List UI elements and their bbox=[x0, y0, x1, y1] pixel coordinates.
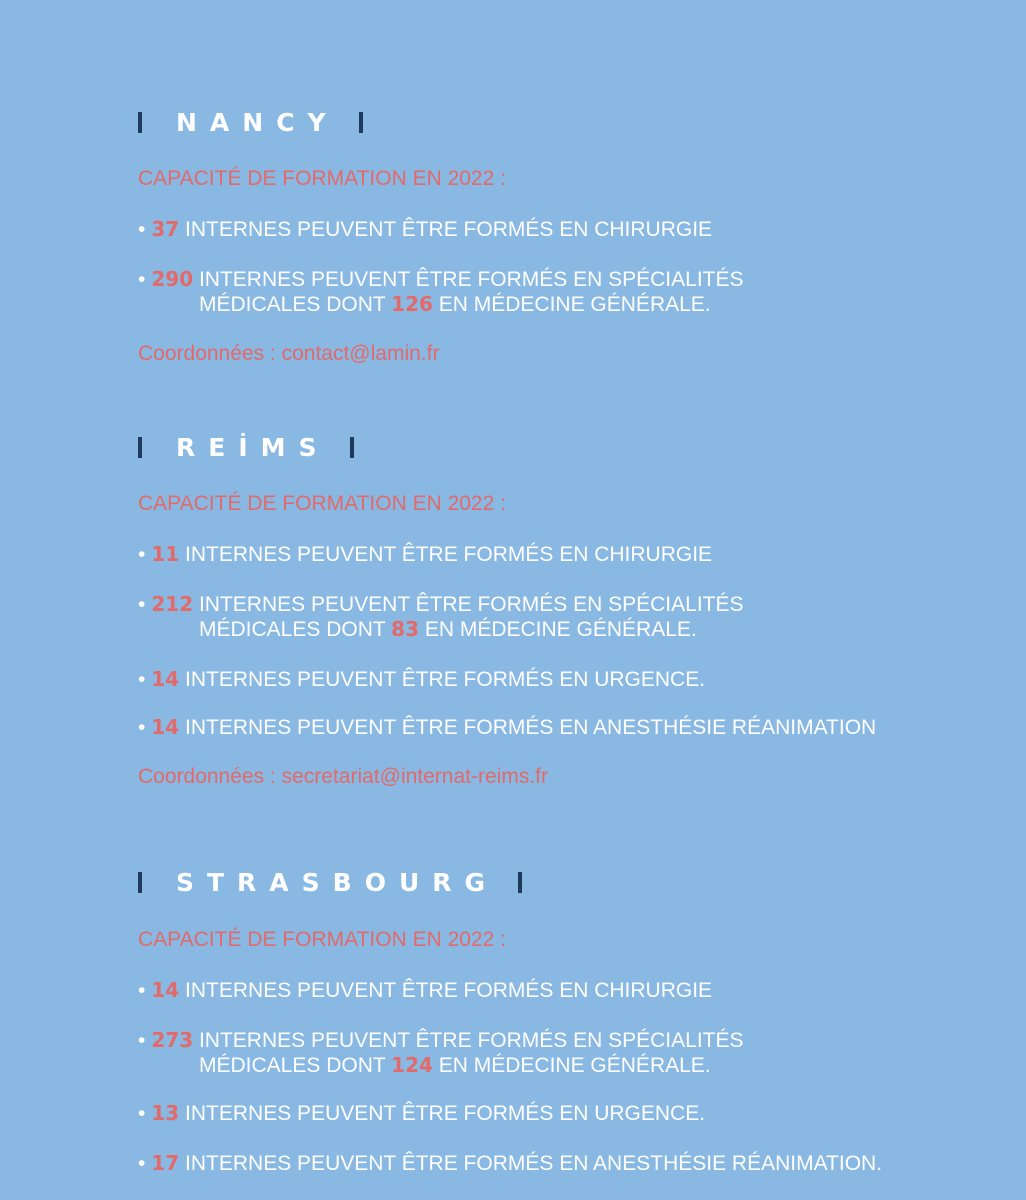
bullet: • bbox=[138, 268, 146, 291]
bullet: • bbox=[138, 979, 146, 1002]
item-text: INTERNES PEUVENT ÊTRE FORMÉS EN CHIRURGIE bbox=[179, 979, 713, 1002]
heading-bar-left bbox=[138, 437, 142, 458]
capacity-label: CAPACITÉ DE FORMATION EN 2022 : bbox=[138, 492, 506, 515]
item-text: INTERNES PEUVENT ÊTRE FORMÉS EN URGENCE. bbox=[179, 1102, 706, 1125]
item-text: INTERNES PEUVENT ÊTRE FORMÉS EN SPÉCIALITÉS bbox=[193, 1029, 744, 1052]
count: 14 bbox=[151, 715, 180, 739]
contact-text: Coordonnées : contact@lamin.fr bbox=[138, 342, 440, 365]
item-text-line2 bbox=[138, 617, 744, 642]
bullet: • bbox=[138, 1152, 146, 1175]
list-item bbox=[138, 592, 744, 642]
item-text: EN MÉDECINE GÉNÉRALE. bbox=[432, 1054, 711, 1077]
heading-bar-right bbox=[350, 437, 354, 458]
item-text-line2 bbox=[138, 292, 744, 317]
heading-bar-right bbox=[359, 112, 363, 133]
bullet: • bbox=[138, 1029, 146, 1052]
item-text: INTERNES PEUVENT ÊTRE FORMÉS EN ANESTHÉSIE RÉANIMATION bbox=[179, 716, 877, 739]
list-item bbox=[138, 667, 705, 692]
capacity-label: CAPACITÉ DE FORMATION EN 2022 : bbox=[138, 928, 506, 951]
bullet: • bbox=[138, 716, 146, 739]
bullet: • bbox=[138, 218, 146, 241]
count: 14 bbox=[151, 978, 180, 1002]
heading-bar-right bbox=[518, 872, 522, 893]
bullet: • bbox=[138, 1102, 146, 1125]
item-text: MÉDICALES DONT bbox=[199, 293, 392, 316]
list-item bbox=[138, 217, 712, 242]
capacity-label: CAPACITÉ DE FORMATION EN 2022 : bbox=[138, 167, 506, 190]
list-item bbox=[138, 542, 712, 567]
item-text: INTERNES PEUVENT ÊTRE FORMÉS EN SPÉCIALITÉS bbox=[193, 268, 744, 291]
list-item bbox=[138, 1151, 882, 1176]
list-item bbox=[138, 1101, 705, 1126]
item-text: MÉDICALES DONT bbox=[199, 618, 392, 641]
bullet: • bbox=[138, 593, 146, 616]
count: 17 bbox=[151, 1151, 180, 1175]
bullet: • bbox=[138, 543, 146, 566]
city-heading-strasbourg bbox=[138, 865, 522, 899]
bullet: • bbox=[138, 668, 146, 691]
list-item bbox=[138, 1028, 744, 1078]
count: 14 bbox=[151, 667, 180, 691]
list-item bbox=[138, 978, 712, 1003]
city-name: REİMS bbox=[176, 432, 330, 462]
count: 273 bbox=[151, 1028, 194, 1052]
heading-bar-left bbox=[138, 112, 142, 133]
item-text: INTERNES PEUVENT ÊTRE FORMÉS EN CHIRURGIE bbox=[179, 218, 713, 241]
item-text: EN MÉDECINE GÉNÉRALE. bbox=[432, 293, 711, 316]
list-item bbox=[138, 715, 876, 740]
city-heading-nancy bbox=[138, 105, 363, 139]
item-text: INTERNES PEUVENT ÊTRE FORMÉS EN SPÉCIALITÉS bbox=[193, 593, 744, 616]
count: 290 bbox=[151, 267, 194, 291]
item-text: EN MÉDECINE GÉNÉRALE. bbox=[419, 618, 697, 641]
count: 11 bbox=[151, 542, 180, 566]
item-text: INTERNES PEUVENT ÊTRE FORMÉS EN ANESTHÉSIE RÉANIMATION. bbox=[179, 1152, 883, 1175]
count: 126 bbox=[391, 292, 433, 316]
count: 212 bbox=[151, 592, 194, 616]
heading-bar-left bbox=[138, 872, 142, 893]
contact-text: Coordonnées : secretariat@internat-reims.fr bbox=[138, 765, 548, 788]
item-text-line2 bbox=[138, 1053, 744, 1078]
count: 13 bbox=[151, 1101, 180, 1125]
item-text: INTERNES PEUVENT ÊTRE FORMÉS EN CHIRURGIE bbox=[179, 543, 713, 566]
item-text: INTERNES PEUVENT ÊTRE FORMÉS EN URGENCE. bbox=[179, 668, 706, 691]
count: 83 bbox=[391, 617, 419, 641]
city-name: NANCY bbox=[176, 107, 339, 137]
list-item bbox=[138, 267, 744, 317]
item-text: MÉDICALES DONT bbox=[199, 1054, 392, 1077]
count: 124 bbox=[391, 1053, 433, 1077]
city-heading-reims bbox=[138, 430, 354, 464]
city-name: STRASBOURG bbox=[176, 867, 499, 897]
count: 37 bbox=[151, 217, 180, 241]
